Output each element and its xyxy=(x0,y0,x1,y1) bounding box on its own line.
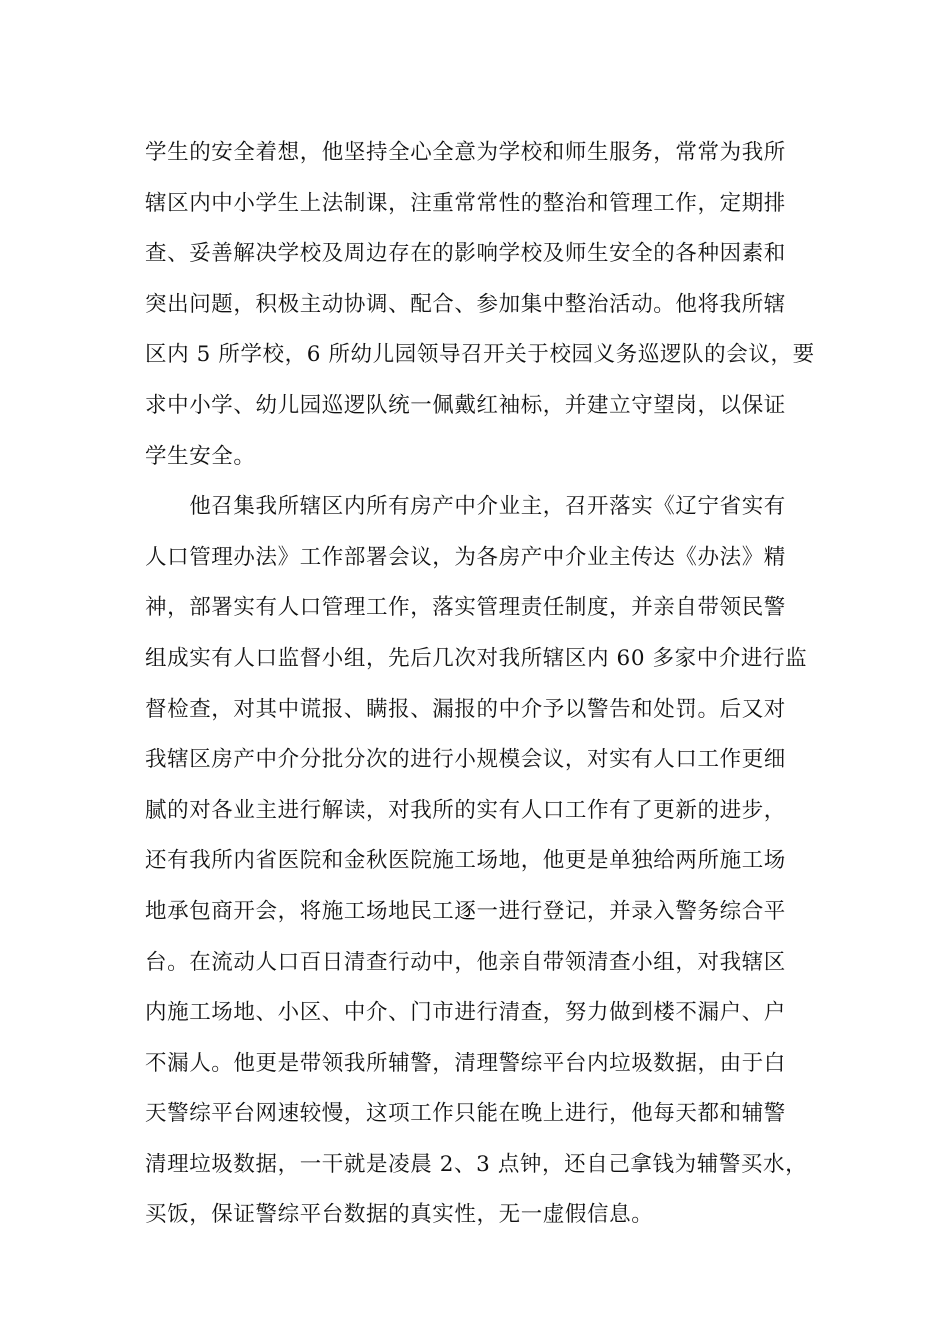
text-line-2: 辖区内中小学生上法制课，注重常常性的整治和管理工作，定期排 xyxy=(145,190,786,216)
body-text xyxy=(145,128,815,1241)
text-line-11: 组成实有人口监督小组，先后几次对我所辖区内 60 多家中介进行监 xyxy=(145,645,808,671)
text-line-10: 神，部署实有人口管理工作，落实管理责任制度，并亲自带领民警 xyxy=(145,595,786,621)
text-line-14: 腻的对各业主进行解读，对我所的实有人口工作有了更新的进步， xyxy=(145,797,786,823)
text-line-21: 清理垃圾数据，一干就是凌晨 2、3 点钟，还自己拿钱为辅警买水， xyxy=(145,1151,808,1177)
text-line-8: 他召集我所辖区内所有房产中介业主，召开落实《辽宁省实有 xyxy=(145,494,786,520)
text-line-18: 内施工场地、小区、中介、门市进行清查，努力做到楼不漏户、户 xyxy=(145,1000,786,1026)
text-line-5: 区内 5 所学校，6 所幼儿园领导召开关于校园义务巡逻队的会议，要 xyxy=(145,342,815,368)
text-line-16: 地承包商开会，将施工场地民工逐一进行登记，并录入警务综合平 xyxy=(145,898,786,924)
text-line-4: 突出问题，积极主动协调、配合、参加集中整治活动。他将我所辖 xyxy=(145,291,786,317)
text-line-1: 学生的安全着想，他坚持全心全意为学校和师生服务，常常为我所 xyxy=(145,140,786,165)
text-line-19: 不漏人。他更是带领我所辅警，清理警综平台内垃圾数据，由于白 xyxy=(145,1050,786,1076)
text-line-9: 人口管理办法》工作部署会议，为各房产中介业主传达《办法》精 xyxy=(145,544,786,570)
text-line-7: 学生安全。 xyxy=(145,443,256,469)
text-line-6: 求中小学、幼儿园巡逻队统一佩戴红袖标，并建立守望岗，以保证 xyxy=(145,392,786,418)
text-line-12: 督检查，对其中谎报、瞒报、漏报的中介予以警告和处罚。后又对 xyxy=(145,696,786,722)
text-line-15: 还有我所内省医院和金秋医院施工场地，他更是单独给两所施工场 xyxy=(145,848,786,874)
text-line-3: 查、妥善解决学校及周边存在的影响学校及师生安全的各种因素和 xyxy=(145,241,786,267)
text-line-22: 买饭，保证警综平台数据的真实性，无一虚假信息。 xyxy=(145,1202,654,1228)
text-line-17: 台。在流动人口百日清查行动中，他亲自带领清查小组，对我辖区 xyxy=(145,949,786,975)
text-line-20: 天警综平台网速较慢，这项工作只能在晚上进行，他每天都和辅警 xyxy=(145,1101,786,1127)
text-line-13: 我辖区房产中介分批分次的进行小规模会议，对实有人口工作更细 xyxy=(145,747,786,773)
